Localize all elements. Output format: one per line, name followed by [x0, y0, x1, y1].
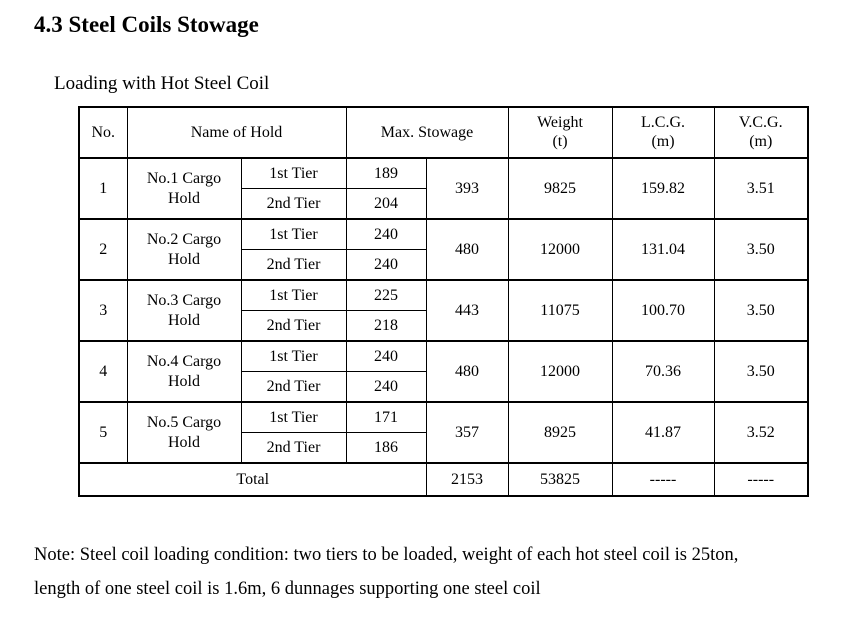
hold-name	[127, 219, 241, 280]
header-vcg	[714, 107, 808, 158]
tier-label: 2nd Tier	[241, 433, 346, 464]
hold-stowage-total: 480	[426, 219, 508, 280]
tier-stowage: 225	[346, 280, 426, 311]
tier-stowage: 171	[346, 402, 426, 433]
tier-label: 2nd Tier	[241, 311, 346, 342]
hold-name-line1: No.5 Cargo	[146, 414, 222, 432]
hold-number: 5	[79, 402, 127, 463]
hold-vcg: 3.50	[714, 280, 808, 341]
tier-label: 1st Tier	[241, 158, 346, 189]
hold-name-line2: Hold	[168, 189, 200, 207]
hold-vcg: 3.52	[714, 402, 808, 463]
total-lcg: -----	[612, 463, 714, 496]
header-vcg-label: V.C.G.	[738, 114, 783, 132]
tier-stowage: 240	[346, 341, 426, 372]
tier-label: 2nd Tier	[241, 189, 346, 220]
table-caption: Loading with Hot Steel Coil	[54, 73, 270, 94]
note-line-1: Note: Steel coil loading condition: two tiers to be loaded, weight of each hot steel coil is 25ton,	[34, 545, 739, 565]
total-row	[79, 463, 808, 496]
tier-label: 1st Tier	[241, 219, 346, 250]
hold-name-line2: Hold	[168, 250, 200, 268]
header-weight-unit: (t)	[552, 132, 568, 150]
hold-vcg: 3.51	[714, 158, 808, 219]
tier-label: 1st Tier	[241, 402, 346, 433]
hold-name-line1: No.1 Cargo	[146, 170, 222, 188]
header-vcg-unit: (m)	[749, 132, 773, 150]
tier-stowage: 186	[346, 433, 426, 464]
hold-number: 3	[79, 280, 127, 341]
hold-stowage-total: 480	[426, 341, 508, 402]
table-row	[79, 402, 808, 433]
hold-weight: 8925	[508, 402, 612, 463]
header-row	[79, 107, 808, 158]
hold-lcg: 131.04	[612, 219, 714, 280]
header-max-stowage: Max. Stowage	[346, 107, 508, 158]
table-row	[79, 280, 808, 311]
hold-weight: 11075	[508, 280, 612, 341]
tier-stowage: 189	[346, 158, 426, 189]
tier-stowage: 204	[346, 189, 426, 220]
hold-vcg: 3.50	[714, 341, 808, 402]
hold-lcg: 41.87	[612, 402, 714, 463]
total-vcg: -----	[714, 463, 808, 496]
hold-weight: 12000	[508, 219, 612, 280]
total-stowage: 2153	[426, 463, 508, 496]
tier-stowage: 240	[346, 250, 426, 281]
hold-name	[127, 402, 241, 463]
hold-vcg: 3.50	[714, 219, 808, 280]
hold-lcg: 100.70	[612, 280, 714, 341]
hold-number: 4	[79, 341, 127, 402]
tier-label: 1st Tier	[241, 341, 346, 372]
table-row	[79, 158, 808, 189]
hold-name	[127, 341, 241, 402]
tier-label: 2nd Tier	[241, 250, 346, 281]
hold-lcg: 159.82	[612, 158, 714, 219]
total-label: Total	[79, 463, 426, 496]
tier-stowage: 240	[346, 372, 426, 403]
table-row	[79, 341, 808, 372]
hold-lcg: 70.36	[612, 341, 714, 402]
hold-number: 1	[79, 158, 127, 219]
header-lcg	[612, 107, 714, 158]
hold-stowage-total: 393	[426, 158, 508, 219]
stowage-table	[78, 106, 809, 497]
loading-note	[34, 538, 844, 606]
hold-name	[127, 158, 241, 219]
hold-name-line1: No.2 Cargo	[146, 231, 222, 249]
note-line-2: length of one steel coil is 1.6m, 6 dunnages supporting one steel coil	[34, 579, 541, 599]
hold-name-line2: Hold	[168, 433, 200, 451]
hold-number: 2	[79, 219, 127, 280]
section-title: 4.3 Steel Coils Stowage	[34, 12, 259, 37]
header-lcg-label: L.C.G.	[641, 114, 685, 132]
hold-weight: 12000	[508, 341, 612, 402]
hold-stowage-total: 357	[426, 402, 508, 463]
header-name-of-hold: Name of Hold	[127, 107, 346, 158]
hold-name-line2: Hold	[168, 372, 200, 390]
tier-label: 2nd Tier	[241, 372, 346, 403]
tier-stowage: 240	[346, 219, 426, 250]
header-no: No.	[79, 107, 127, 158]
header-weight-label: Weight	[537, 114, 583, 132]
table-row	[79, 219, 808, 250]
header-lcg-unit: (m)	[651, 132, 675, 150]
total-weight: 53825	[508, 463, 612, 496]
hold-name-line1: No.4 Cargo	[146, 353, 222, 371]
hold-stowage-total: 443	[426, 280, 508, 341]
header-weight	[508, 107, 612, 158]
hold-weight: 9825	[508, 158, 612, 219]
tier-label: 1st Tier	[241, 280, 346, 311]
hold-name-line1: No.3 Cargo	[146, 292, 222, 310]
hold-name	[127, 280, 241, 341]
hold-name-line2: Hold	[168, 311, 200, 329]
tier-stowage: 218	[346, 311, 426, 342]
